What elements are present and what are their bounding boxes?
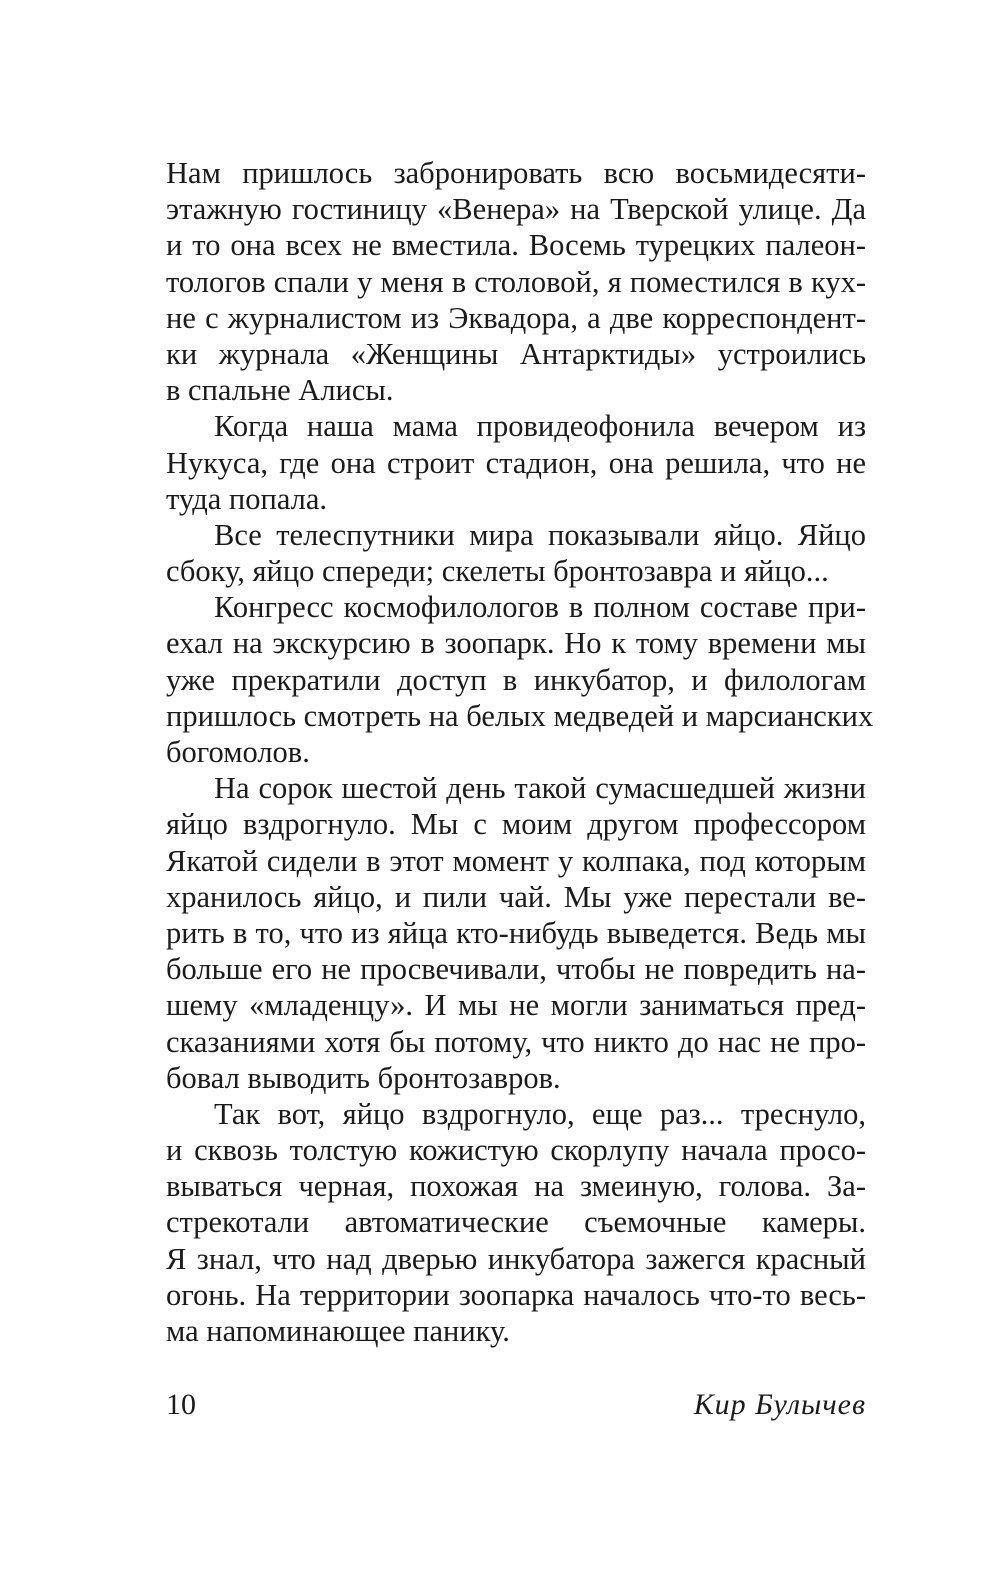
text-line: На сорок шестой день такой сумасшедшей жизни: [214, 771, 866, 806]
text-line: ки журнала «Женщины Антарктиды» устроились: [166, 336, 866, 371]
text-line: и сквозь толстую кожистую скорлупу начала просо-: [166, 1133, 866, 1168]
text-line: Нукуса, где она строит стадион, она решила, что не: [166, 445, 866, 480]
text-line: рить в то, что из яйца кто-нибудь выведется. Ведь мы: [166, 915, 866, 950]
text-line: Все телеспутники мира показывали яйцо. Яйцо: [214, 517, 866, 552]
text-line: богомолов.: [166, 735, 310, 769]
paragraph: [166, 155, 866, 408]
text-line: уже прекратили доступ в инкубатор, и филологам: [166, 662, 866, 697]
text-line: ма напоминающее панику.: [166, 1314, 510, 1348]
text-line: Я знал, что над дверью инкубатора зажегся красный: [166, 1241, 866, 1276]
paragraph: [166, 1096, 866, 1349]
text-line: тологов спали у меня в столовой, я поместился в кух-: [166, 264, 866, 299]
text-line: Якатой сидели в этот момент у колпака, под которым: [166, 843, 866, 878]
running-author: Кир Булычев: [693, 1388, 866, 1421]
text-line: яйцо вздрогнуло. Мы с моим другом профессором: [166, 807, 866, 842]
body-text: [166, 155, 874, 1349]
text-line: хранилось яйцо, и пили чай. Мы уже перестали ве-: [166, 879, 866, 914]
text-line: больше его не просвечивали, чтобы не повредить на-: [166, 952, 866, 987]
text-line: Конгресс космофилологов в полном составе при-: [214, 590, 866, 625]
paragraph: [166, 770, 866, 1096]
text-line: Так вот, яйцо вздрогнуло, еще раз... треснуло,: [214, 1096, 866, 1131]
text-line: бовал выводить бронтозавров.: [166, 1060, 561, 1095]
text-line: пришлось смотреть на белых медведей и марсианских: [166, 698, 874, 733]
text-line: Нам пришлось забронировать всю восьмидесяти-: [166, 156, 866, 190]
text-line: сказаниями хотя бы потому, что никто до нас не про-: [166, 1024, 866, 1059]
page-footer: [166, 1388, 866, 1428]
text-line: этажную гостиницу «Венера» на Тверской улице. Да: [166, 192, 866, 227]
text-line: и то она всех не вместила. Восемь турецких палеон-: [166, 228, 866, 263]
text-line: вываться черная, похожая на змеиную, голова. За-: [166, 1169, 866, 1204]
paragraph: [166, 589, 874, 770]
text-line: шему «младенцу». И мы не могли заниматься пред-: [166, 988, 866, 1023]
text-line: в спальне Алисы.: [166, 373, 394, 408]
paragraph: [166, 408, 866, 517]
text-line: Когда наша мама провидеофонила вечером из: [214, 409, 866, 444]
text-line: стрекотали автоматические съемочные камеры.: [166, 1205, 866, 1240]
paragraph: [166, 517, 866, 589]
text-line: не с журналистом из Эквадора, а две корреспондент-: [166, 300, 866, 335]
page-number: 10: [166, 1388, 196, 1421]
text-line: сбоку, яйцо спереди; скелеты бронтозавра и яйцо...: [166, 554, 829, 589]
text-line: огонь. На территории зоопарка началось что-то весь-: [166, 1277, 866, 1312]
text-line: ехал на экскурсию в зоопарк. Но к тому времени мы: [166, 626, 866, 661]
text-line: туда попала.: [166, 481, 328, 516]
